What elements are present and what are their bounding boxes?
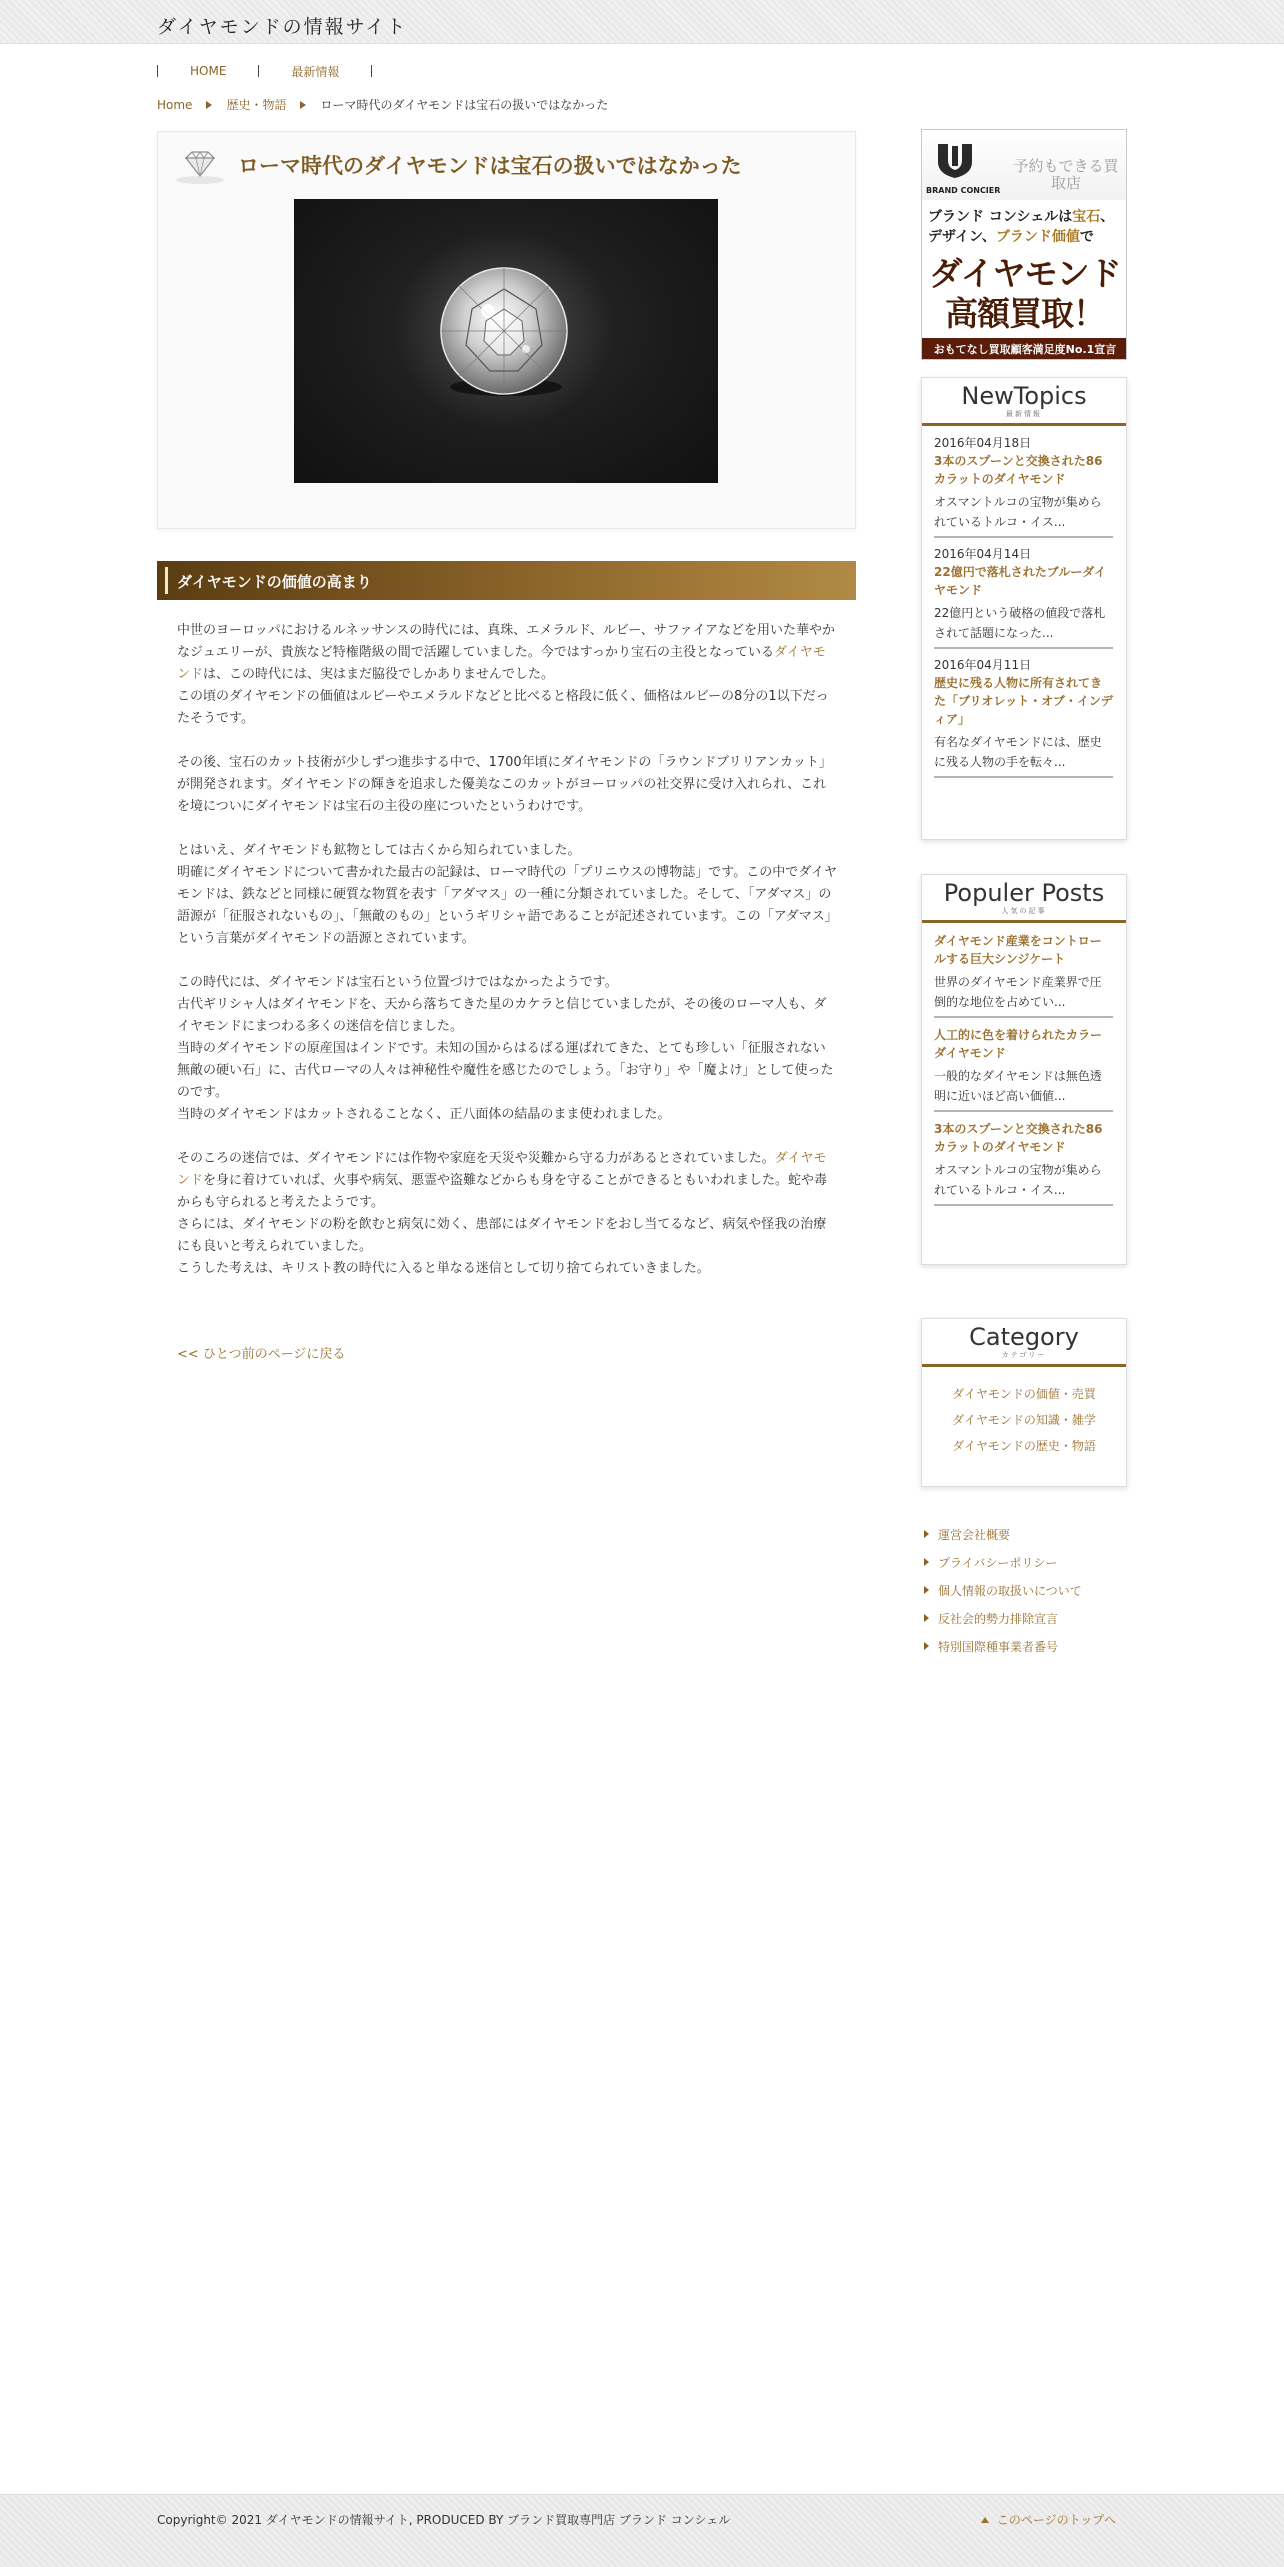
triangle-right-icon [924, 1586, 929, 1594]
ad-footer-strip: おもてなし買取顧客満足度No.1宣言 [922, 338, 1127, 360]
topic-item [934, 546, 1113, 649]
breadcrumb-arrow-icon [300, 101, 306, 109]
diamond-photo [294, 199, 718, 483]
popular-excerpt: オスマントルコの宝物が集められているトルコ・イス... [934, 1163, 1102, 1197]
section-heading-text: ダイヤモンドの価値の高まり [177, 573, 372, 591]
ad-copy: ブランド コンシェルは [928, 209, 1073, 225]
article-body [177, 620, 837, 1302]
paragraph-text: この頃のダイヤモンドの価値はルビーやエメラルドなどと比べると格段に低く、価格はルビーの8分の1以下だったそうです。 [177, 689, 829, 726]
topic-title-link[interactable]: 22億円で落札されたブルーダイヤモンド [934, 565, 1106, 597]
footer-link-label: 特別国際種事業者番号 [938, 1639, 1059, 1654]
widget-subtitle: 最新情報 [1006, 410, 1042, 418]
triangle-right-icon [924, 1642, 929, 1650]
topic-excerpt: オスマントルコの宝物が集められているトルコ・イス... [934, 495, 1102, 529]
paragraph-text: 中世のヨーロッパにおけるルネッサンスの時代には、真珠、エメラルド、ルビー、サファイアなどを用いた華やかなジュエリーが、貴族など特権階級の間で活躍していました。今ではすっかり宝石の主役となっている [177, 623, 836, 660]
breadcrumb-arrow-icon [206, 101, 212, 109]
breadcrumb-home[interactable]: Home [157, 97, 193, 112]
breadcrumb [157, 96, 608, 113]
category-link[interactable]: ダイヤモンドの歴史・物語 [952, 1439, 1096, 1453]
topic-title-link[interactable]: 3本のスプーンと交換された86カラットのダイヤモンド [934, 454, 1103, 486]
back-link[interactable]: << ひとつ前のページに戻る [177, 1347, 346, 1362]
paragraph-text: 明確にダイヤモンドについて書かれた最古の記録は、ローマ時代の「プリニウスの博物誌」です。この中でダイヤモンドは、鉄などと同様に硬質な物質を表す「アダマス」の一種に分類されていました。そして、「アダマス」の語源が「征服されないもの」、「無敵のもの」というギリシャ語であることが記述されています。この「アダマス」という言葉がダイヤモンドの語源とされています。 [177, 865, 838, 946]
footer-link-antisocial[interactable] [924, 1604, 1082, 1632]
widget-title: NewTopics [961, 382, 1087, 410]
ad-copy-highlight: 宝石 [1072, 209, 1101, 225]
popular-item [934, 1120, 1113, 1206]
ad-brand-name: BRAND CONCIER [926, 186, 1001, 195]
widget-title: Populer Posts [943, 879, 1105, 907]
article-header-card [157, 131, 856, 529]
sidebar-footer-links [924, 1520, 1082, 1660]
ad-reserve-text: 予約もできる買取店 [1013, 157, 1119, 192]
topic-date: 2016年04月14日 [934, 547, 1032, 561]
topic-date: 2016年04月18日 [934, 436, 1032, 450]
widget-subtitle: カテゴリー [1001, 1351, 1047, 1359]
topic-item [934, 657, 1113, 778]
triangle-right-icon [924, 1558, 929, 1566]
footer-link-company[interactable] [924, 1520, 1082, 1548]
inline-link-diamond[interactable]: ダイヤモンド [177, 1151, 827, 1188]
popular-title-link[interactable]: 人工的に色を着けられたカラーダイヤモンド [934, 1028, 1103, 1060]
paragraph-text: を身に着けていれば、火事や病気、悪霊や盗難などからも身を守ることができるともいわれました。蛇や毒からも守られると考えたようです。 [177, 1173, 828, 1210]
new-topics-widget [921, 377, 1127, 840]
paragraph: その後、宝石のカット技術が少しずつ進歩する中で、1700年頃にダイヤモンドの「ラウンドブリリアンカット」が開発されます。ダイヤモンドの輝きを追求した優美なこのカットがヨーロッパの社交界に受け入れられ、これを境についにダイヤモンドは宝石の主役の座についたというわけです。 [177, 755, 832, 814]
category-widget [921, 1318, 1127, 1487]
paragraph-text: この時代には、ダイヤモンドは宝石という位置づけではなかったようです。 [177, 975, 618, 990]
paragraph [177, 620, 837, 730]
back-to-top-link[interactable] [981, 2511, 1116, 2528]
paragraph-text: そのころの迷信では、ダイヤモンドには作物や家庭を天災や災難から守る力があるとされていました。 [177, 1151, 775, 1166]
topic-title-link[interactable]: 歴史に残る人物に所有されてきた「ブリオレット・オブ・インディア」 [934, 676, 1113, 726]
diamond-icon [172, 146, 228, 186]
copyright-text: Copyright© 2021 ダイヤモンドの情報サイト, PRODUCED BY ブランド買取専門店 ブランド コンシェル [157, 2513, 731, 2527]
popular-posts-widget [921, 874, 1127, 1265]
ad-copy-highlight: ブランド価値 [995, 229, 1080, 245]
nav-item-home[interactable]: HOME [190, 64, 227, 78]
global-nav [157, 62, 372, 80]
paragraph-text: 古代ギリシャ人はダイヤモンドを、天から落ちてきた星のカケラと信じていましたが、その後のローマ人も、ダイヤモンドにまつわる多くの迷信を信じました。 [177, 997, 827, 1034]
section-heading [157, 561, 856, 600]
triangle-up-icon [981, 2517, 989, 2523]
topic-excerpt: 22億円という破格の値段で落札されて話題になった... [934, 606, 1106, 640]
popular-title-link[interactable]: ダイヤモンド産業をコントロールする巨大シンジケート [934, 934, 1102, 966]
paragraph [177, 1148, 837, 1280]
category-link[interactable]: ダイヤモンドの価値・売買 [952, 1387, 1096, 1401]
footer-link-label: 反社会的勢力排除宣言 [938, 1611, 1059, 1626]
ad-banner[interactable] [921, 129, 1127, 360]
ad-copy-line1 [928, 206, 1114, 226]
site-title[interactable]: ダイヤモンドの情報サイト [157, 16, 408, 38]
ad-headline: 高額買取！ [945, 294, 1105, 333]
ad-copy: 、 [1100, 209, 1115, 225]
paragraph-text: 当時のダイヤモンドはカットされることなく、正八面体の結晶のまま使われました。 [177, 1107, 671, 1122]
widget-subtitle: 人気の記事 [1001, 907, 1047, 915]
footer-link-label: プライバシーポリシー [938, 1555, 1058, 1570]
ad-copy: デザイン、 [928, 229, 996, 245]
footer-link-privacy[interactable] [924, 1548, 1082, 1576]
nav-divider [371, 65, 372, 77]
ad-copy-line2 [928, 226, 1094, 246]
paragraph-text: こうした考えは、キリスト教の時代に入ると単なる迷信として切り捨てられていきました。 [177, 1261, 710, 1276]
widget-title: Category [969, 1323, 1079, 1351]
breadcrumb-current: ローマ時代のダイヤモンドは宝石の扱いではなかった [320, 98, 609, 112]
brand-logo-icon [932, 140, 978, 180]
popular-excerpt: 世界のダイヤモンド産業界で圧倒的な地位を占めてい... [934, 975, 1102, 1009]
popular-excerpt: 一般的なダイヤモンドは無色透明に近いほど高い価値... [934, 1069, 1102, 1103]
topic-date: 2016年04月11日 [934, 658, 1032, 672]
back-to-top-label: このページのトップへ [996, 2513, 1116, 2527]
paragraph [177, 840, 837, 950]
ad-headline: ダイヤモンド [929, 254, 1121, 293]
site-footer [0, 2494, 1284, 2567]
topic-item [934, 435, 1113, 538]
footer-link-label: 個人情報の取扱いについて [938, 1583, 1082, 1598]
paragraph-text: 当時のダイヤモンドの原産国はインドです。未知の国からはるばる運ばれてきた、とても珍しい「征服されない無敵の硬い石」に、古代ローマの人々は神秘性や魔性を感じたのでしょう。「お守り」や「魔よけ」として使ったのです。 [177, 1041, 834, 1100]
footer-link-license[interactable] [924, 1632, 1082, 1660]
topic-excerpt: 有名なダイヤモンドには、歴史に残る人物の手を転々... [934, 735, 1102, 769]
popular-item [934, 932, 1113, 1018]
footer-link-label: 運営会社概要 [938, 1527, 1011, 1542]
nav-item-news[interactable]: 最新情報 [291, 64, 340, 79]
inline-link-diamond[interactable]: ダイヤモンド [177, 645, 826, 682]
breadcrumb-category[interactable]: 歴史・物語 [226, 98, 287, 112]
footer-link-personal-info[interactable] [924, 1576, 1082, 1604]
triangle-right-icon [924, 1614, 929, 1622]
article-title: ローマ時代のダイヤモンドは宝石の扱いではなかった [238, 154, 742, 178]
popular-item [934, 1026, 1113, 1112]
triangle-right-icon [924, 1530, 929, 1538]
site-header [0, 0, 1284, 44]
ad-copy: で [1079, 229, 1094, 245]
paragraph-text: は、この時代には、実はまだ脇役でしかありませんでした。 [203, 667, 555, 682]
popular-title-link[interactable]: 3本のスプーンと交換された86カラットのダイヤモンド [934, 1122, 1103, 1154]
paragraph-text: さらには、ダイヤモンドの粉を飲むと病気に効く、患部にはダイヤモンドをおし当てるなど、病気や怪我の治療にも良いと考えられていました。 [177, 1217, 827, 1254]
paragraph-text: とはいえ、ダイヤモンドも鉱物としては古くから知られていました。 [177, 843, 581, 858]
paragraph [177, 972, 837, 1126]
diamond-illustration [294, 199, 718, 483]
heading-accent-bar [165, 567, 168, 594]
category-link[interactable]: ダイヤモンドの知識・雑学 [952, 1413, 1096, 1427]
